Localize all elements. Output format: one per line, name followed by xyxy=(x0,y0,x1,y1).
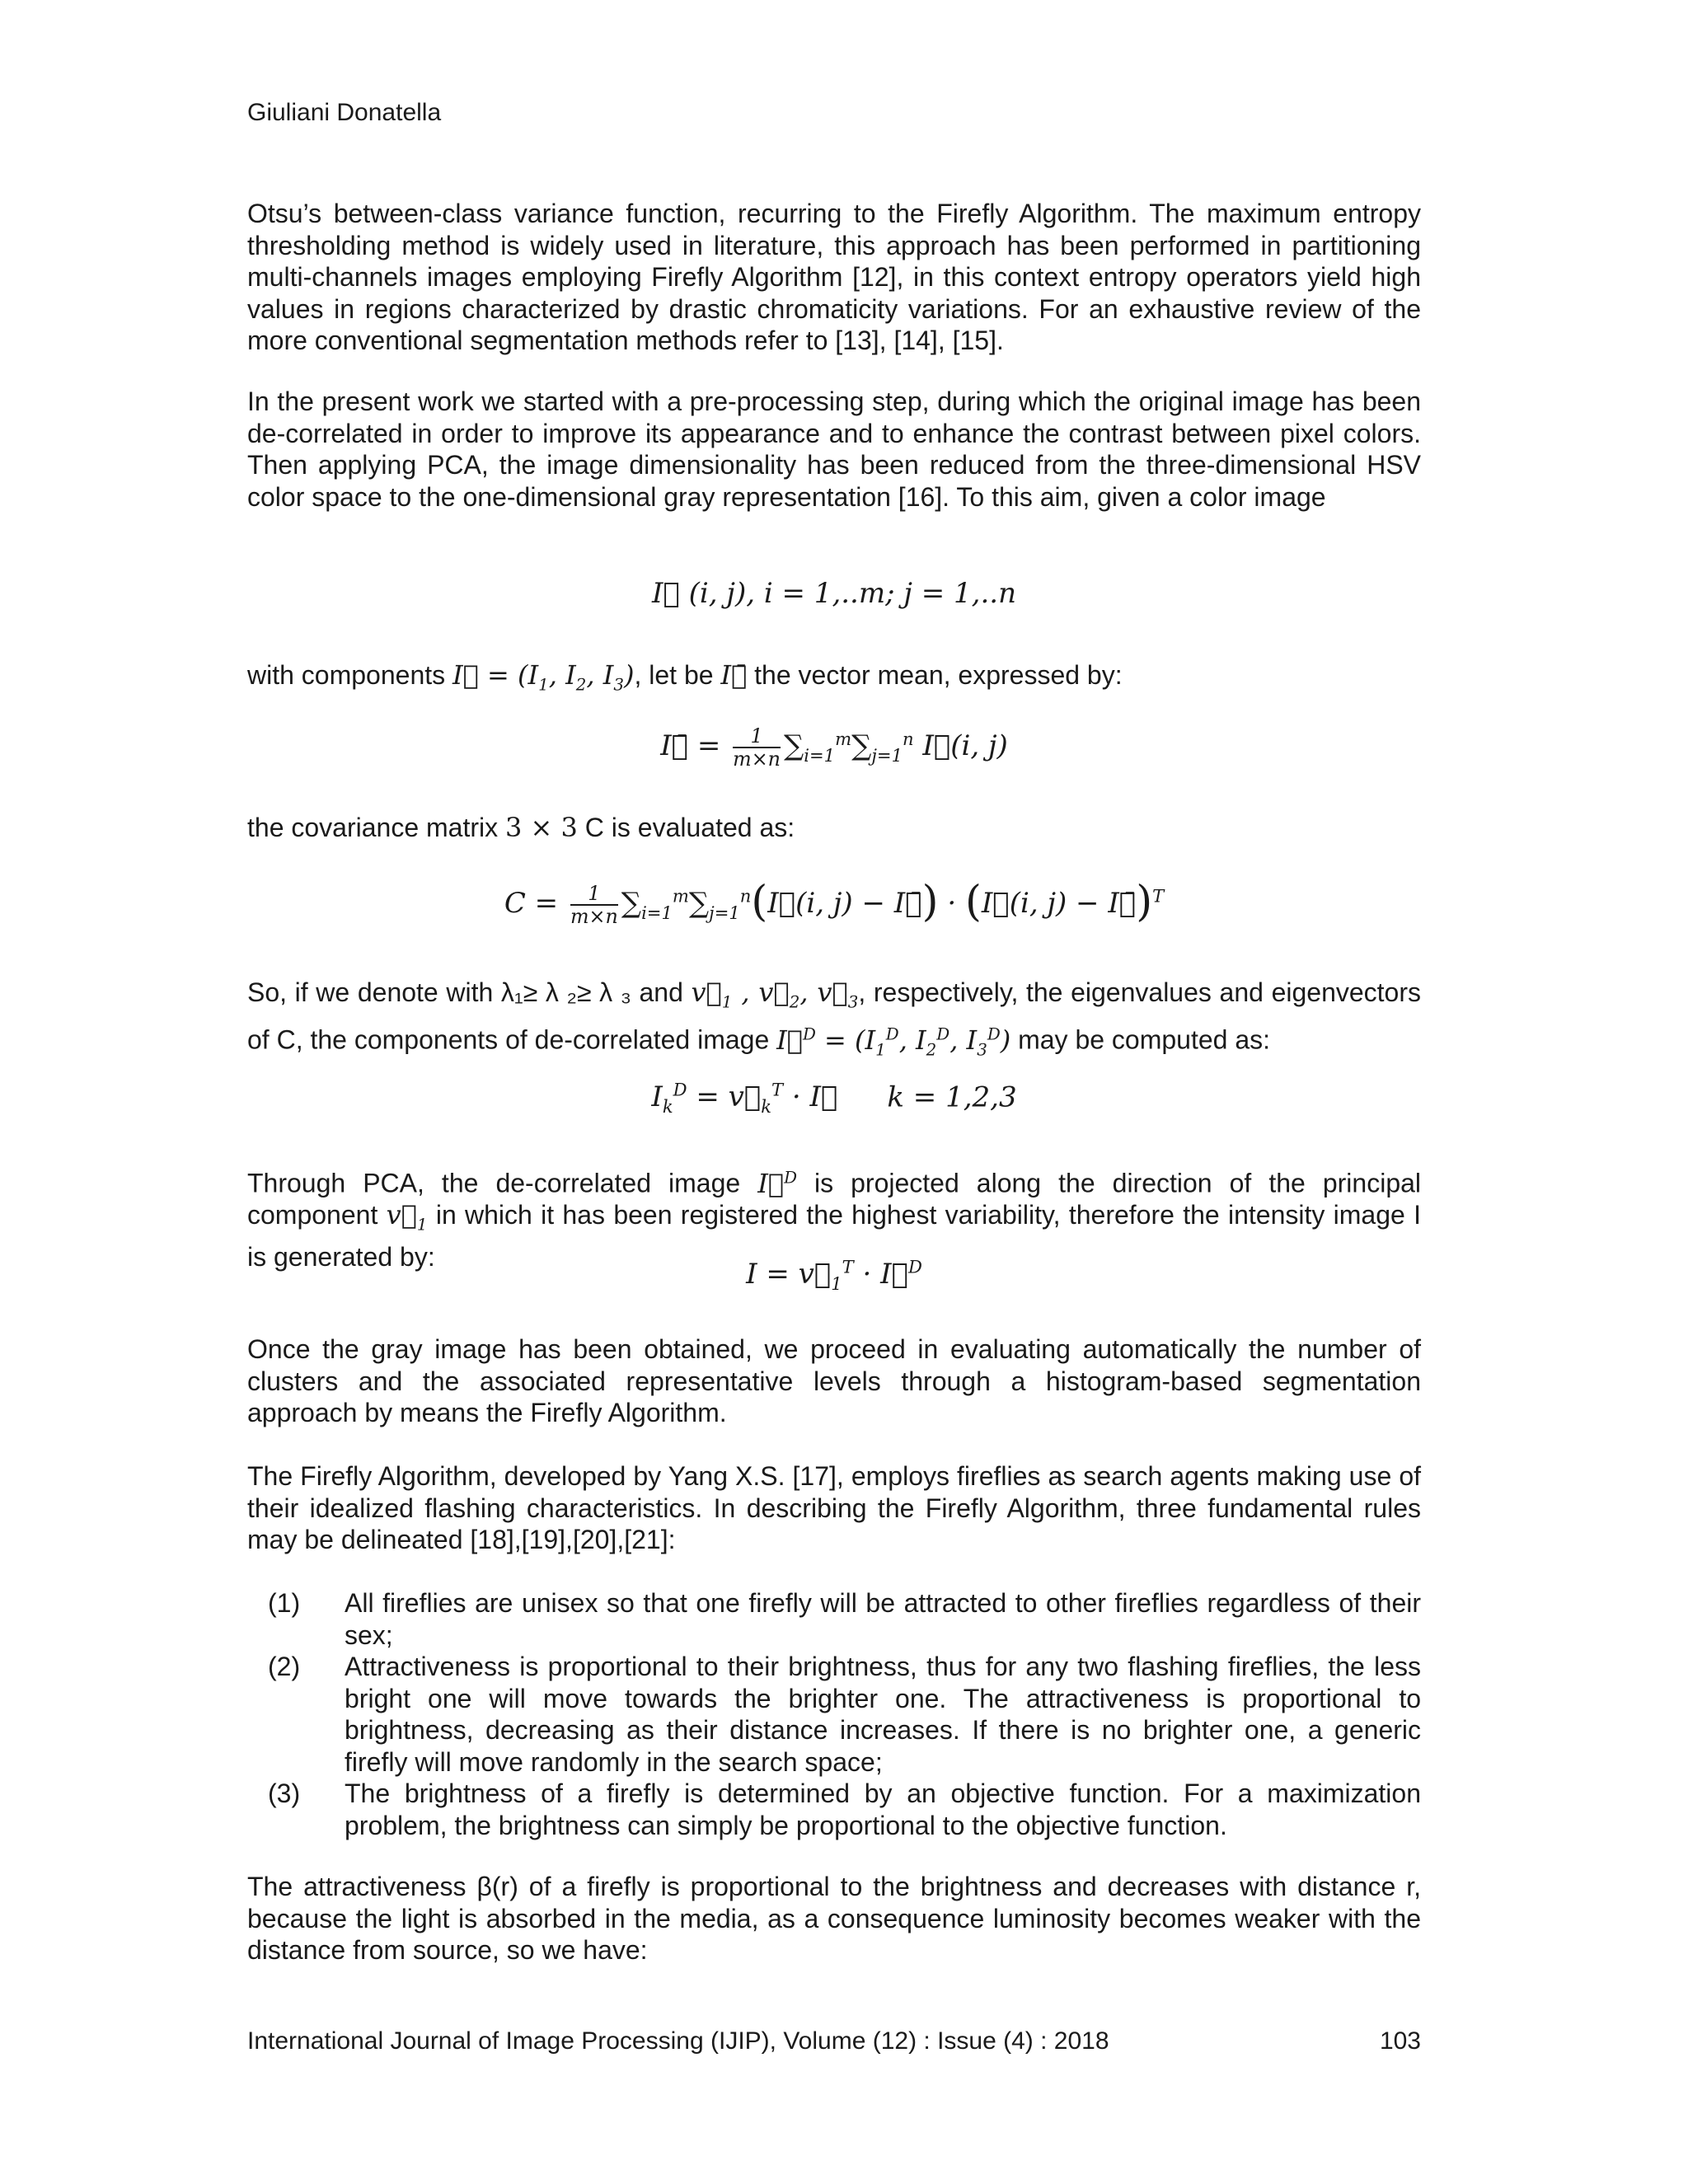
footer-journal: International Journal of Image Processing (IJIP), Volume (12) : Issue (4) : 2018 xyxy=(247,2027,1109,2055)
page-number: 103 xyxy=(1379,2027,1421,2055)
paragraph-8: The Firefly Algorithm, developed by Yang X.S. [17], employs fireflies as search agents making use of their idealized flashing characteristics. In describing the Firefly Algorithm, three fundamental rules may be delineated [18],[19],[20],[21]: xyxy=(247,1461,1421,1554)
list-item-number: (1) xyxy=(268,1588,301,1618)
list-item xyxy=(247,1778,1421,1841)
math-principal-component: $v⃗_1$ xyxy=(386,1199,428,1235)
equation-decorrelated-components: $I_k^D$ = $v⃗_k^T$ · I⃗ k = 1,2,3 xyxy=(651,1080,1017,1118)
math-eigenvectors: $v⃗_1$ , $v⃗_2$, $v⃗_3$ xyxy=(691,977,859,1012)
math-vector-mean-symbol: I⃗̄ xyxy=(720,659,748,691)
math-decorrelated-symbol: I⃗$^D$ xyxy=(757,1167,797,1199)
equation-vector-mean: I⃗̄ = $\frac{1}{m\times n}$ $\sum_{i=1}^m\sum_{j=1}^n$ I⃗(i, j) xyxy=(660,724,1008,771)
paragraph-7: Once the gray image has been obtained, we proceed in evaluating automatically the number of clusters and the associated representative levels through a histogram-based segmentation approach by means the Firefly Algorithm. xyxy=(247,1334,1421,1427)
equation-color-image: I⃗ (i, j), i = 1,..m; j = 1,..n xyxy=(652,577,1016,610)
paragraph-3 xyxy=(247,659,1421,701)
rules-list xyxy=(247,1587,1421,1841)
equation-covariance: C = $\frac{1}{m\times n}$ $\sum_{i=1}^m\sum_{j=1}^n(I⃗(i$, j) − I⃗̄) · (I⃗(i, j) − I⃗̄)$^T$ xyxy=(504,878,1165,928)
math-components: I⃗ = ($I_1$, $I_2$, $I_3$) xyxy=(452,659,635,695)
text-through-pca: Through PCA, the de-correlated image xyxy=(247,1168,741,1198)
list-item xyxy=(247,1651,1421,1778)
text-with-components: with components xyxy=(247,660,446,690)
list-item-number: (2) xyxy=(268,1652,301,1681)
text-covariance: the covariance matrix xyxy=(247,813,499,842)
text-projected: is projected along the direction of the principal component xyxy=(247,1168,1422,1230)
text-variability: in which it has been registered the highest variability, therefore the intensity image I is generated by: xyxy=(247,1200,1422,1272)
list-item xyxy=(247,1587,1421,1651)
text-let-be: , let be xyxy=(634,660,714,690)
text-eigen: , respectively, the eigenvalues and eigenvectors of C, the components of de-correlated image xyxy=(247,977,1422,1055)
math-decorrelated-image: I⃗$^D$ = ($I_1^D$, $I_2^D$, $I_3^D$) xyxy=(776,1024,1011,1059)
list-item-number: (3) xyxy=(268,1779,301,1808)
equation-intensity-image: $I = v⃗_1^T$ · I⃗$^D$ xyxy=(746,1257,922,1295)
paragraph-5 xyxy=(247,977,1421,1066)
paragraph-4 xyxy=(247,812,1421,844)
text-evaluated: C is evaluated as: xyxy=(584,813,795,842)
running-head-author: Giuliani Donatella xyxy=(247,99,442,126)
paragraph-1: Otsu’s between-class variance function, recurring to the Firefly Algorithm. The maximum entropy thresholding method is widely used in literature, this approach has been performed in partitioning multi-channels images employing Firefly Algorithm [12], in this context entropy operators yield high values in regions characterized by drastic chromaticity variations. For an exhaustive review of the more conventional segmentation methods refer to [13], [14], [15]. xyxy=(247,199,1421,355)
paragraph-2: In the present work we started with a pre-processing step, during which the original image has been de-correlated in order to improve its appearance and to enhance the contrast between pixel colors. Then applying PCA, the image dimensionality has been reduced from the three-dimensional HSV color space to the one-dimensional gray representation [16]. To this aim, given a color image xyxy=(247,387,1421,512)
text-computed: may be computed as: xyxy=(1018,1024,1271,1055)
list-item-text: All fireflies are unisex so that one firefly will be attracted to other fireflies regardless of their sex; xyxy=(345,1588,1421,1650)
text-vector-mean: the vector mean, expressed by: xyxy=(754,660,1123,690)
list-item-text: The brightness of a firefly is determined by an objective function. For a maximization problem, the brightness can simply be proportional to the objective function. xyxy=(345,1779,1421,1840)
text-denote: So, if we denote with λ₁≥ λ ₂≥ λ ₃ and xyxy=(247,977,683,1007)
paragraph-9: The attractiveness β(r) of a firefly is proportional to the brightness and decreases with distance r, because the light is absorbed in the media, as a consequence luminosity becomes weaker with the distance from source, so we have: xyxy=(247,1872,1421,1965)
math-3x3: 3 × 3 xyxy=(505,812,578,843)
list-item-text: Attractiveness is proportional to their brightness, thus for any two flashing fireflies, the less bright one will move towards the brighter one. The attractiveness is proportional to brightness, decreasing as their distance increases. If there is no brighter one, a generic firefly will move randomly in the search space; xyxy=(345,1652,1421,1777)
